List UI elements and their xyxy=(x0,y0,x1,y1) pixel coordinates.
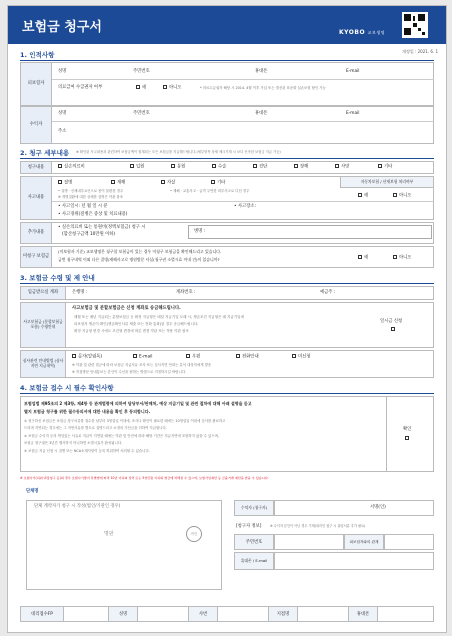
accident-datetime: • 사고일시: 년 월 일 시 분 xyxy=(58,204,108,209)
insured-label: 피보험자 xyxy=(20,62,52,106)
claim-option-diagnosis[interactable]: 진단 xyxy=(253,164,267,170)
form-header xyxy=(8,6,446,44)
row-divider xyxy=(52,121,434,122)
fp-id-label: 사번 xyxy=(188,606,218,622)
claim-type-label: 청구내용 xyxy=(20,161,52,174)
medical-aid-yes[interactable]: 예 xyxy=(136,85,146,91)
accident-label: 사고내용 xyxy=(20,176,52,220)
medical-aid-note: * 의료수급권자 해당 시 2014. 4월 이후 가입 또는 갱신된 표준화 실손보험 할인 가능 xyxy=(200,86,326,90)
account-label: 입금받으실 계좌 xyxy=(20,286,66,300)
insured-block xyxy=(20,62,434,106)
claim-form-page xyxy=(7,5,447,633)
claim-option-outpatient[interactable]: 통원 xyxy=(171,164,185,170)
accident-place: • 사고장소: xyxy=(234,204,256,209)
kyobo-logo: KYOBO 교보생명 xyxy=(339,29,386,36)
claim-option-disability[interactable]: 장해 xyxy=(294,164,308,170)
notify-phone[interactable]: 전화안내 xyxy=(236,354,259,360)
claim-option-medical[interactable]: 실손의료비 xyxy=(58,164,85,170)
claim-option-death[interactable]: 사망 xyxy=(335,164,349,170)
section-2-title: 2. 청구 세부내용 xyxy=(20,149,70,157)
section-4-title: 4. 보험금 접수 시 필수 확인사항 xyxy=(20,384,114,392)
agent-rrn-field[interactable] xyxy=(274,534,344,550)
beneficiary-block xyxy=(20,106,434,144)
account-holder-label: 예금주 : xyxy=(320,290,336,295)
insured-name-label: 성명 xyxy=(58,69,67,74)
beneficiary-name-label: 성명 xyxy=(58,111,67,116)
insured-rrn-label: 주민번호 xyxy=(133,69,150,74)
medical-aid-no[interactable]: 아니오 xyxy=(163,85,181,91)
extra-label: 추가내용 xyxy=(20,222,52,244)
form-title: 보험금 청구서 xyxy=(22,20,102,35)
extra-question-limit: (합산청구금액 10만원 이하) xyxy=(62,232,116,237)
beneficiary-label: 수익자 xyxy=(20,106,52,144)
receipt-detail-1: 매월 또는 매년 지급되는 분할보험금 등 확정 지급형은 매달 지급기일 도래 시, 생존조건 지급형은 매 지급기일에 xyxy=(74,315,244,319)
agent-contact-field[interactable] xyxy=(274,552,434,570)
confirmation-lead-1: 보험업법 제95조의 2 제3항, 제4항 등 관계법령에 의하여 담당부서/판매처, 예상 지급기일 및 관련 절차에 대해 아래 설명을 듣고 xyxy=(24,401,252,406)
signature-label: 서명(인) xyxy=(370,505,386,510)
beneficiary-email-label: E-mail xyxy=(346,111,360,116)
qr-code-icon xyxy=(402,12,428,38)
confirm-checkbox[interactable] xyxy=(405,436,411,442)
fp-name-label: 성명 xyxy=(108,606,138,622)
group-stamp-title: 단체 계약자가 청구 시 작성(법인/기관인 경우) xyxy=(34,504,121,509)
notify-label: 심사관련 안내방법 (심사지연 지급내역) xyxy=(20,350,66,378)
unclaimed-no[interactable]: 아니오 xyxy=(393,255,411,261)
agent-fp-label: 대리접수FP xyxy=(20,606,64,622)
section-divider xyxy=(20,158,434,159)
cause-note-reference: ※ 개별질환에 대한 상세한 설명은 약관 참조 xyxy=(58,195,123,199)
relation-label: 피보험자와의 관계 xyxy=(344,534,384,550)
section-divider xyxy=(20,283,434,284)
seal-icon: 직인 xyxy=(186,526,202,542)
agent-info-note: ※ 수익자 본인이 아닌 경우 기재(대리인 청구 시 위임서류 추가 필요) xyxy=(270,524,366,528)
section-2-notice: ※ 확인된 사고내용과 관련하여 보험금액이 집계되는 모든 보험금을 지급해드립니다.(세부항목 상세 체크기재 시 보다 신속한 보험금 지급 가능) xyxy=(76,150,281,154)
beneficiary-phone-label: 휴대폰 xyxy=(255,111,268,116)
beneficiary-address-label: 주소 xyxy=(58,129,67,134)
fraud-warning: ※ 보험사기(허위·과장청구 등)의 경우 보험사기방지 특별법에 따라 10년 이하의 징역 또는 5천만원 이하의 벌금에 처해질 수 있으며, 보험가입제한 등 금융거래 제한을 받을 수 있습니다. xyxy=(20,476,269,480)
beneficiary-sign-field[interactable] xyxy=(274,500,434,516)
agent-info-label: [청구자 정보] xyxy=(236,524,262,529)
notify-none[interactable]: 미신청 xyxy=(292,354,310,360)
disease-name-label: 병명 : xyxy=(194,229,206,234)
confirmation-item-2b: 보험금 청구권은 3년간 행사하지 아니하면 소멸시효가 완성됩니다. xyxy=(24,441,123,445)
confirmation-item-1b: 드리며 지연되는 경우에는 그 지연사유를 별도로 설명드리고 소정의 가산금을 더하여 지급합니다. xyxy=(24,426,167,430)
fp-phone-label: 휴대폰 xyxy=(348,606,378,622)
lump-sum-label: 일시금 신청 xyxy=(380,319,403,324)
section-3-title: 3. 보험금 수령 및 제 안내 xyxy=(20,274,95,282)
cause-note-disease: • 질병 · 신체내부요인으로 몸이 불편한 경우 xyxy=(58,189,124,193)
accident-detail: • 사고경위(질병은 증상 및 치료내용) xyxy=(58,212,128,217)
confirmation-lead-2: 별지 보험금 청구를 위한 필수동의서에 대한 내용을 확인 후 동의합니다. xyxy=(24,409,151,414)
processing-yes[interactable]: 예 xyxy=(358,193,368,199)
section-divider xyxy=(20,60,434,61)
receipt-detail-3: 확정 지급형 변경 시에도 조건형 변경에 따른 변경 약관 또는 적용 약관 참조 xyxy=(74,329,189,333)
insurance-processing-label: 자동차보험 / 산재보험 처리여부 xyxy=(340,176,434,188)
cause-note-injury: • 재해 · 교통사고 · 급격 우연한 외부사고로 다친 경우 xyxy=(170,189,250,193)
fp-office-label: 지점명 xyxy=(268,606,298,622)
group-name-label: 단체명 xyxy=(26,489,39,494)
revision-date: 개정일 : 2021. 6. 1 xyxy=(402,49,438,54)
claim-option-hospitalization[interactable]: 입원 xyxy=(130,164,144,170)
notify-sms[interactable]: 문자(알림톡) xyxy=(72,354,102,360)
agent-contact-label: 휴대폰 / E-mail xyxy=(234,552,274,570)
beneficiary-rrn-label: 주민번호 xyxy=(133,111,150,116)
confirm-label: 확인 xyxy=(403,427,412,432)
cause-suicide[interactable]: 자살 xyxy=(161,180,175,186)
claim-option-other[interactable]: 기타 xyxy=(378,164,392,170)
insured-phone-label: 휴대폰 xyxy=(255,69,268,74)
relation-field[interactable] xyxy=(384,534,434,550)
cause-other[interactable]: 기타 xyxy=(211,180,225,186)
claim-option-surgery[interactable]: 수술 xyxy=(212,164,226,170)
confirmation-item-1: ① 청구하신 보험금은 보험금 청구서류를 접수한 날부터 3영업일 이내에, 조사나 확인이 필요한 때에는 10영업일 이내에 심사를 완료하고 xyxy=(24,419,226,423)
disease-name-field[interactable] xyxy=(188,225,432,239)
section-divider xyxy=(20,393,434,394)
medical-aid-question: 의료급여 수급권자 여부 xyxy=(58,85,103,90)
group-stamp-box xyxy=(26,500,222,590)
notify-email[interactable]: E-mail xyxy=(133,354,152,360)
confirmation-item-2: ② 보험금 수익자 등의 책임있는 사유로 지급이 지연된 때에는 약관 및 안전에 따라 해당 기간은 지급지연에 포함하지 않을 수 있으며, xyxy=(24,434,219,438)
unclaimed-label: 미청구 보험금 xyxy=(20,246,52,268)
unclaimed-text-2: 금번 청구내역 이외 다른 질병/재해사고로 병원방문 사실(청구권 소멸시효 이내 건)이 있습니까? xyxy=(58,257,220,262)
notify-mail[interactable]: 우편 xyxy=(186,354,200,360)
unclaimed-text-1: (미보험자 기준) 교보생명은 청구할 보험금이 있는 경우 미청구 보험금을 확인해드리고 있습니다. xyxy=(58,249,222,254)
cause-injury[interactable]: 재해 xyxy=(111,180,125,186)
row-divider xyxy=(52,201,434,202)
agent-rrn-label: 주민번호 xyxy=(234,534,274,550)
lump-sum-checkbox[interactable] xyxy=(391,327,397,333)
bank-name-label: 은행명 : xyxy=(72,290,88,295)
receipt-label: 사고보험금 (분할보험금 포함) 수령안내 xyxy=(20,302,66,348)
section-1-title: 1. 인적사항 xyxy=(20,51,55,59)
account-number-label: 계좌번호 : xyxy=(176,290,196,295)
notify-note-2: ※ 직접방문 안내통보는 본인이 수신을 원하는 방법으로 지정하시길 바랍니다. xyxy=(72,370,187,374)
cause-disease[interactable]: 질병 xyxy=(58,180,72,186)
receipt-lead: 사고보험금 및 분할보험금은 신청 계좌로 송금해드립니다. xyxy=(72,306,181,311)
confirm-cell xyxy=(386,396,434,472)
beneficiary-sign-label: 수익자 (청구자) xyxy=(234,500,274,516)
processing-no[interactable]: 아니오 xyxy=(393,193,411,199)
row-divider xyxy=(52,79,434,80)
confirmation-item-3: ③ 보험금 지급 신청 시 질병 또는 NCA소재사항이 등록 허위하여 처리할 수 있습니다. xyxy=(24,449,150,453)
insured-email-label: E-mail xyxy=(346,69,360,74)
name-plate-label: 명판 xyxy=(104,531,114,537)
extra-question: • 실손의료비 또는 통원비(정액보험금) 청구 시 xyxy=(58,225,146,230)
receipt-detail-2: 피보험자 생존이 확인(생존확인서류 제출 또는 전화 통화)된 경우 송금해드립니다. xyxy=(74,322,199,326)
notify-note-1: ※ 약관 및 관련 법규에 따라 보험금 지급사유 조사 또는 심사지연 안내는 분석 대상자에게 발송 xyxy=(72,363,212,367)
unclaimed-yes[interactable]: 예 xyxy=(358,255,368,261)
